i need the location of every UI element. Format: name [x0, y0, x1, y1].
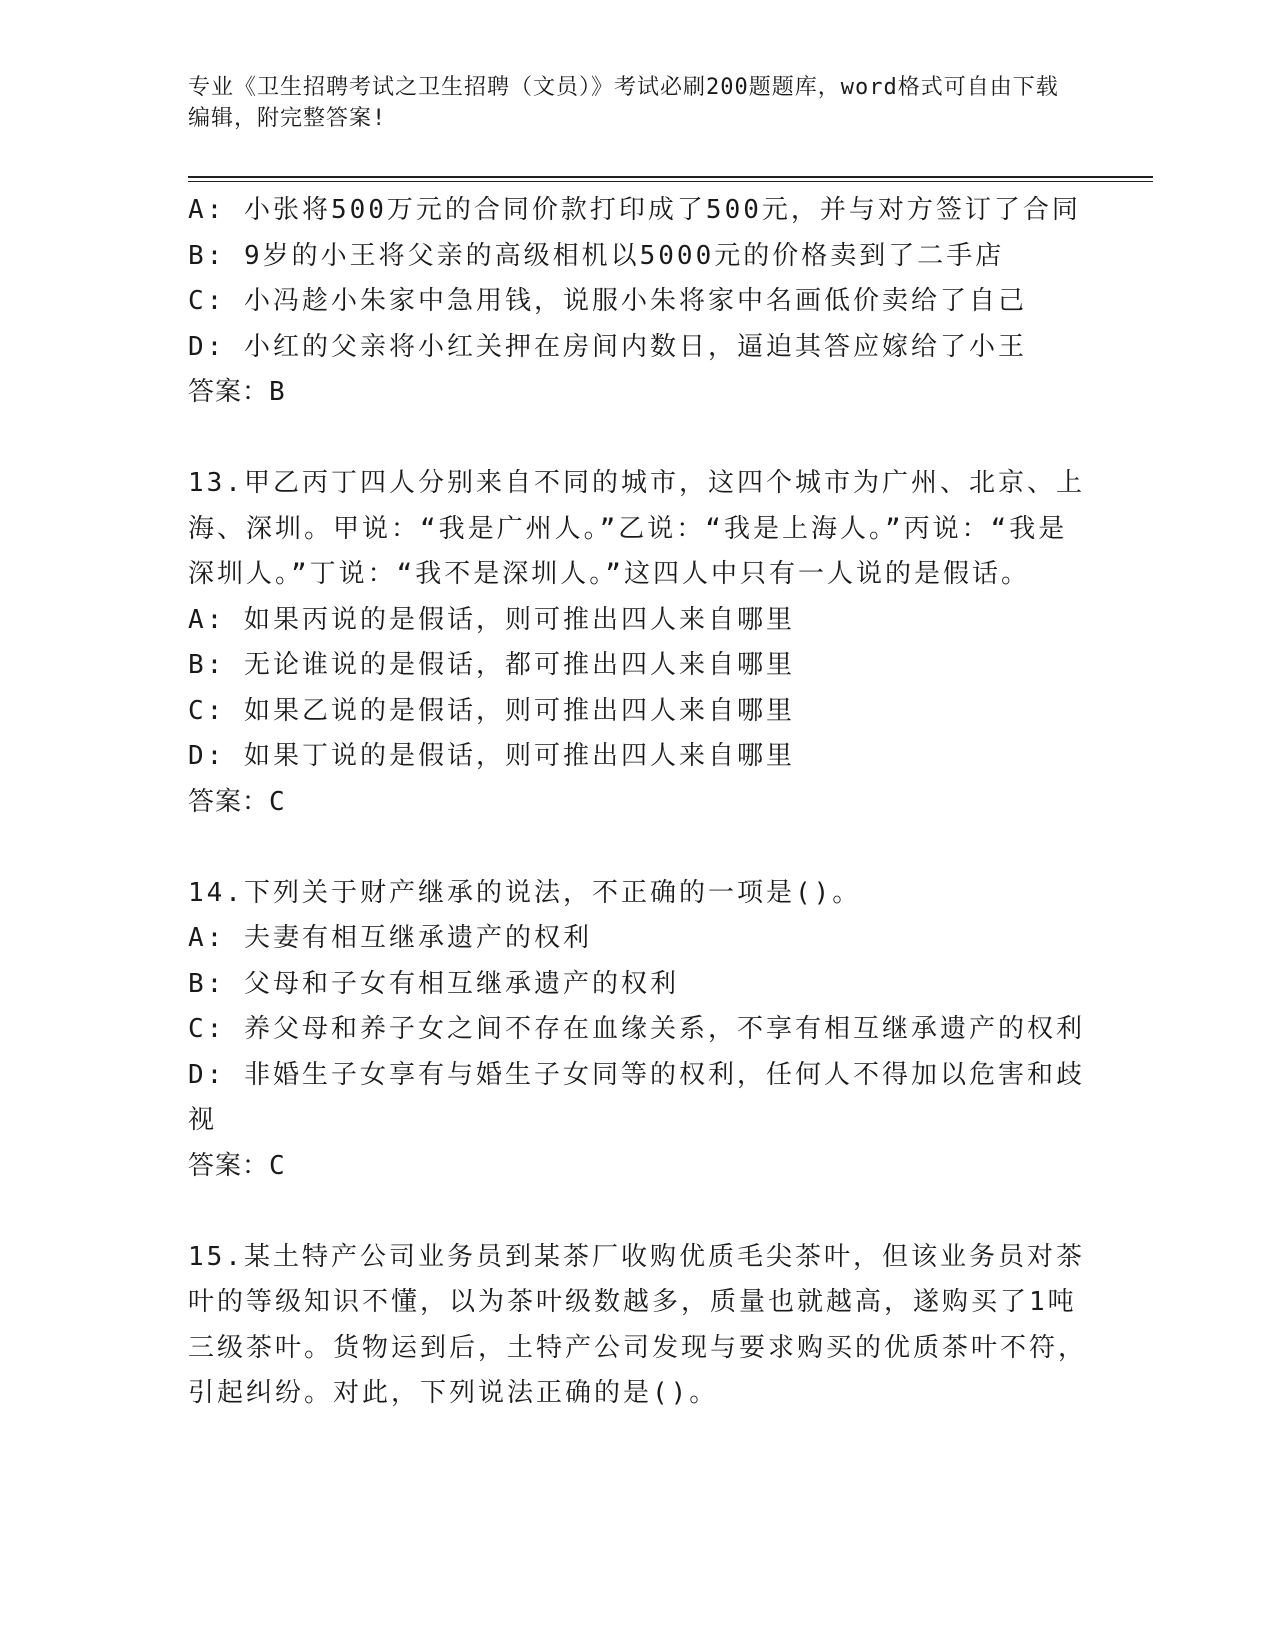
- question-stem: 13.甲乙丙丁四人分别来自不同的城市，这四个城市为广州、北京、上海、深圳。甲说：“我是广州人。”乙说：“我是上海人。”丙说：“我是深圳人。”丁说：“我不是深圳人。”这四人中只有一人说的是假话。: [188, 468, 1085, 589]
- spacer: [188, 1189, 1088, 1235]
- option-c: C: 如果乙说的是假话，则可推出四人来自哪里: [188, 695, 795, 726]
- header-divider-thin: [188, 181, 1153, 182]
- option-a: A: 夫妻有相互继承遗产的权利: [188, 923, 592, 953]
- option-d: D: 小红的父亲将小红关押在房间内数日，逼迫其答应嫁给了小王: [188, 331, 1027, 362]
- option-c: C: 养父母和养子女之间不存在血缘关系，不享有相互继承遗产的权利: [188, 1014, 1085, 1044]
- question-13: [188, 461, 1088, 825]
- header-divider-thick: [188, 176, 1153, 178]
- spacer: [188, 825, 1088, 871]
- option-b: B: 无论谁说的是假话，都可推出四人来自哪里: [188, 650, 795, 680]
- question-stem: 15.某土特产公司业务员到某茶厂收购优质毛尖茶叶，但该业务员对茶叶的等级知识不懂，以为茶叶级数越多，质量也就越高，遂购买了1吨三级茶叶。货物运到后，土特产公司发现与要求购买的优质茶叶不符，引起纠纷。对此，下列说法正确的是()。: [188, 1241, 1088, 1408]
- answer: 答案：C: [188, 1150, 286, 1181]
- spacer: [188, 416, 1088, 462]
- question-14: [188, 871, 1088, 1190]
- option-c: C: 小冯趁小朱家中急用钱，说服小朱将家中名画低价卖给了自己: [188, 286, 1027, 316]
- option-b: B: 父母和子女有相互继承遗产的权利: [188, 968, 679, 999]
- option-d: D: 非婚生子女享有与婚生子女同等的权利，任何人不得加以危害和歧视: [188, 1059, 1085, 1135]
- option-a: A: 小张将500万元的合同价款打印成了500元，并与对方签订了合同: [188, 195, 1081, 225]
- document-header: 专业《卫生招聘考试之卫生招聘（文员）》考试必刷200题题库，word格式可自由下载编辑，附完整答案!: [188, 75, 1059, 131]
- question-12-tail: [188, 188, 1088, 416]
- answer: 答案：B: [188, 377, 286, 407]
- answer: 答案：C: [188, 786, 286, 817]
- document-body: [188, 188, 1088, 1417]
- option-d: D: 如果丁说的是假话，则可推出四人来自哪里: [188, 741, 795, 771]
- option-b: B: 9岁的小王将父亲的高级相机以5000元的价格卖到了二手店: [188, 240, 1005, 271]
- option-a: A: 如果丙说的是假话，则可推出四人来自哪里: [188, 604, 795, 635]
- question-15: [188, 1235, 1088, 1417]
- question-stem: 14.下列关于财产继承的说法，不正确的一项是()。: [188, 877, 862, 908]
